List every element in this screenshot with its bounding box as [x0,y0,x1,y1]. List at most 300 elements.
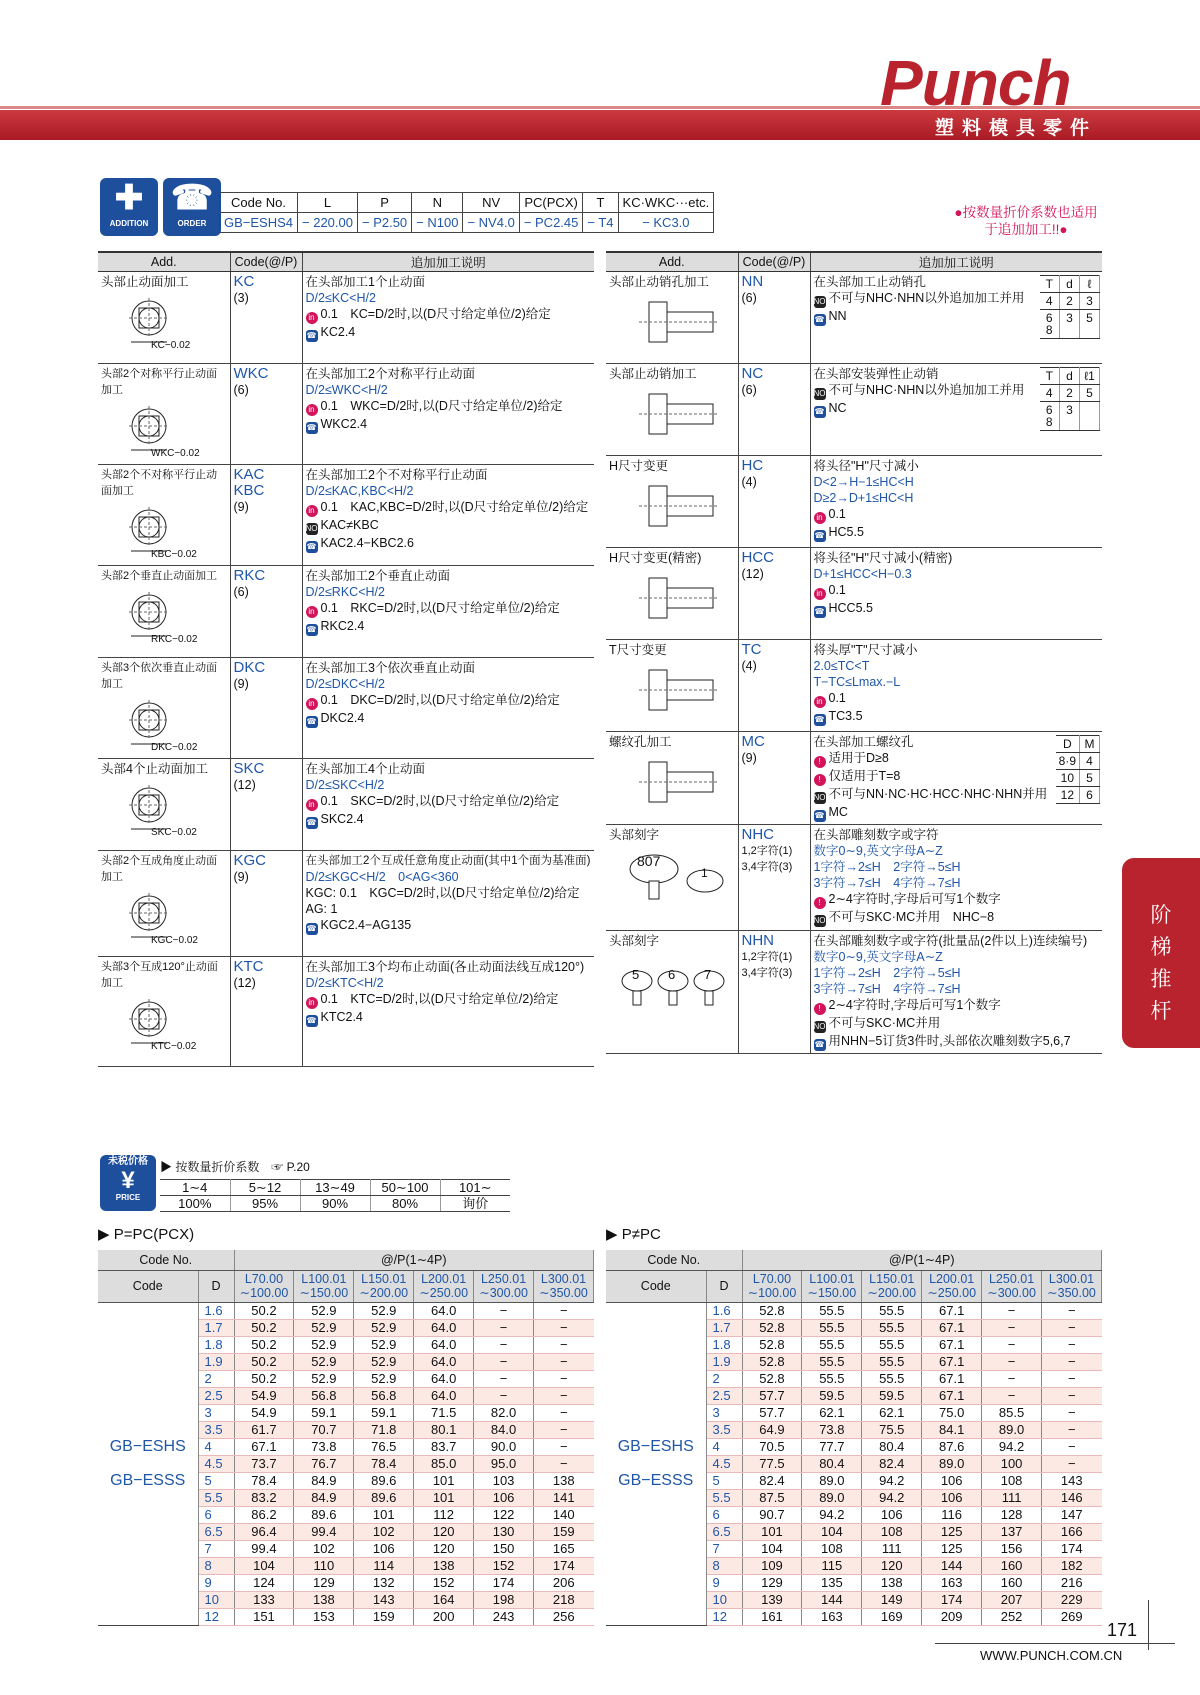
desc-text: 将头径"H"尺寸减小(精密) [813,551,953,565]
price-cell: − [474,1353,534,1370]
diameter: 3 [706,1404,742,1421]
desc-line [814,708,1100,726]
mini-cell: 3 [1060,402,1080,431]
price-cell: 165 [534,1540,594,1557]
price-cell: − [534,1353,594,1370]
desc-text: 用NHN−5订货3件时,头部依次雕刻数字5,6,7 [828,1034,1071,1048]
diameter: 3.5 [706,1421,742,1438]
price-cell: 64.0 [414,1302,474,1319]
mini-header: d [1060,368,1080,385]
desc-text: 在头部雕刻数字或字符 [813,828,939,842]
price-cell: 138 [862,1574,922,1591]
header-length: L150.01 ∼200.00 [354,1270,414,1302]
add-code [230,272,302,364]
diameter: 12 [198,1608,234,1625]
desc-line [306,499,592,517]
desc-text: T−TC≤Lmax.−L [813,675,901,689]
desc-text: 在头部加工4个止动面 [305,762,425,776]
price-cell: 67.1 [922,1336,982,1353]
price-cell: 106 [862,1506,922,1523]
price-cell: 151 [234,1608,294,1625]
diagram-figure [609,294,729,350]
price-cell: 78.4 [234,1472,294,1489]
mini-cell: 2 [1060,385,1080,402]
price-cell: 77.5 [742,1455,802,1472]
desc-line [814,474,1100,490]
price-cell: 84.0 [474,1421,534,1438]
no-icon: NO [305,524,318,533]
price-cell: 216 [1042,1574,1102,1591]
ord-icon: ☎ [306,625,317,634]
desc-text: 0.1 [828,691,846,705]
add-name [98,759,230,851]
add-description [302,272,594,364]
price-cell: 56.8 [354,1387,414,1404]
desc-text: 3字符→7≤H 4字符→7≤H [813,982,961,996]
add-description [810,364,1102,456]
code-header: PC(PCX) [519,193,583,213]
price-cell: 169 [862,1608,922,1625]
desc-line [814,524,1100,542]
price-cell: 89.6 [294,1506,354,1523]
code-value: − N100 [412,213,463,233]
price-cell: 89.0 [802,1472,862,1489]
price-cell: 52.9 [294,1302,354,1319]
add-name [98,957,230,1067]
in-icon: in [306,606,318,618]
price-cell: 140 [534,1506,594,1523]
code-label: NN [741,273,764,290]
code-label: NHC [741,826,774,843]
price-cell: 106 [922,1489,982,1506]
code-label: HC [741,457,764,474]
code-label: KTC [233,958,264,975]
price-cell: 52.9 [354,1319,414,1336]
desc-text: D/2≤RKC<H/2 [305,585,385,599]
ord-icon: ☎ [814,811,825,820]
desc-line [814,550,1100,566]
add-name-text: 头部止动面加工 [101,275,189,289]
mini-cell: 6 [1080,787,1100,804]
price-cell: 85.0 [414,1455,474,1472]
add-name [606,272,738,364]
price-cell: 129 [742,1574,802,1591]
header-add: Add. [98,252,230,272]
desc-text: 1字符→2≤H 2字符→5≤H [813,860,961,874]
code-qty: (6) [233,383,249,397]
price-cell: 120 [414,1540,474,1557]
code-value: GB−ESHS4 [220,213,298,233]
in-icon: in [306,312,318,324]
page-number: 171 [1107,1620,1138,1640]
in-icon: in [306,997,318,1009]
price-cell: 139 [742,1591,802,1608]
diameter: 3 [198,1404,234,1421]
diameter: 2 [706,1370,742,1387]
desc-text: 不可与SKC·MC并用 NHC−8 [828,910,995,924]
diameter: 4 [198,1438,234,1455]
price-cell: 62.1 [802,1404,862,1421]
price-cell: 52.8 [742,1336,802,1353]
desc-text: 0.1 KC=D/2时,以(D尺寸给定单位/2)给定 [320,307,551,321]
price-cell: − [534,1319,594,1336]
desc-text: DKC2.4 [320,711,365,725]
footer-url: WWW.PUNCH.COM.CN [980,1648,1123,1663]
diameter: 4.5 [198,1455,234,1472]
diameter: 1.6 [198,1302,234,1319]
diameter: 5.5 [198,1489,234,1506]
price-cell: 99.4 [294,1523,354,1540]
price-cell: 55.5 [862,1302,922,1319]
price-cell: − [1042,1455,1102,1472]
price-cell: 115 [802,1557,862,1574]
desc-line [814,933,1100,949]
figure-label: KTC−0.02 [151,1041,197,1052]
desc-line [814,600,1100,618]
add-description [810,640,1102,732]
add-name-text: 头部2个互成角度止动面加工 [101,855,218,883]
ord-icon: ☎ [306,423,317,432]
ord-icon: ☎ [306,1016,317,1025]
price-cell: 103 [474,1472,534,1489]
price-cell: 125 [922,1523,982,1540]
ord-icon: ☎ [306,818,317,827]
price-cell: 64.0 [414,1353,474,1370]
header-range: @/P(1∼4P) [742,1250,1102,1270]
header-length: L300.01 ∼350.00 [1042,1270,1102,1302]
mini-cell: 5 [1080,310,1100,339]
code-label: TC [741,641,762,658]
desc-text: KGC: 0.1 KGC=D/2时,以(D尺寸给定单位/2)给定 [305,886,580,900]
code-qty: (6) [741,291,757,305]
price-cell: 144 [922,1557,982,1574]
price-cell: 67.1 [922,1319,982,1336]
diameter: 6 [706,1506,742,1523]
price-cell: 50.2 [234,1319,294,1336]
price-cell: 129 [294,1574,354,1591]
price-cell: 243 [474,1608,534,1625]
add-description [302,658,594,759]
price-cell: 84.1 [922,1421,982,1438]
code-qty: (3) [233,291,249,305]
brand-logo: Punch [880,47,1071,119]
header-d: D [198,1270,234,1302]
price-cell: 252 [982,1608,1042,1625]
price-cell: 96.4 [234,1523,294,1540]
price-cell: 59.1 [294,1404,354,1421]
price-cell: 55.5 [802,1319,862,1336]
ord-icon: ☎ [306,542,317,551]
add-name-text: 头部3个互成120°止动面加工 [101,961,218,989]
price-cell: 64.0 [414,1319,474,1336]
price-cell: 64.0 [414,1370,474,1387]
price-cell: 174 [1042,1540,1102,1557]
price-cell: 209 [922,1608,982,1625]
add-name [606,364,738,456]
code-qty: 1,2字符(1) [741,951,793,963]
header-length: L300.01 ∼350.00 [534,1270,594,1302]
price-cell: 163 [802,1608,862,1625]
price-cell: 52.9 [354,1370,414,1387]
price-cell: 85.5 [982,1404,1042,1421]
discount-qty: 1∼4 [160,1180,230,1196]
addition-icon: ✚ ADDITION [100,178,158,236]
add-name-text: 头部2个对称平行止动面加工 [101,368,218,396]
desc-text: 3字符→7≤H 4字符→7≤H [813,876,961,890]
desc-line [306,274,592,290]
mini-header: D [1056,736,1080,753]
price-cell: 55.5 [862,1370,922,1387]
price-cell: 132 [354,1574,414,1591]
price-cell: 102 [294,1540,354,1557]
price-cell: 67.1 [234,1438,294,1455]
code-header: KC·WKC···etc. [618,193,714,213]
price-cell: 207 [982,1591,1042,1608]
add-name [606,931,738,1054]
code-label: DKC [233,659,266,676]
code-label: NC [741,365,764,382]
add-description [302,851,594,957]
price-cell: 55.5 [802,1353,862,1370]
price-cell: 256 [534,1608,594,1625]
add-code [738,364,810,456]
price-icon: 未税价格 ¥ PRICE [100,1155,156,1211]
ord-icon: ☎ [814,315,825,324]
add-code [230,364,302,465]
price-cell: − [1042,1387,1102,1404]
mini-cell: 6 8 [1040,310,1060,339]
price-cell: 56.8 [294,1387,354,1404]
ord-icon: ☎ [306,924,317,933]
price-cell: 160 [982,1557,1042,1574]
desc-line [306,811,592,829]
desc-line [814,658,1100,674]
add-name-text: 头部3个依次垂直止动面加工 [101,662,218,690]
add-name-text: 头部刻字 [609,934,660,948]
code-qty: (9) [233,500,249,514]
price-cell: 200 [414,1608,474,1625]
add-name-text: 头部2个不对称平行止动面加工 [101,469,218,497]
desc-text: D+1≤HCC<H−0.3 [813,567,912,581]
price-cell: 83.2 [234,1489,294,1506]
diameter: 3.5 [198,1421,234,1438]
desc-line [306,483,592,499]
code-header: P [357,193,411,213]
price-cell: 52.9 [294,1370,354,1387]
price-cell: 108 [862,1523,922,1540]
price-cell: 57.7 [742,1387,802,1404]
no-icon: NO [813,916,826,925]
desc-text: 不可与SKC·MC并用 [828,1016,941,1030]
add-name [606,548,738,640]
desc-text: TC3.5 [828,709,863,723]
diameter: 8 [198,1557,234,1574]
price-cell: 95.0 [474,1455,534,1472]
price-cell: 130 [474,1523,534,1540]
price-cell: 116 [922,1506,982,1523]
diameter: 1.8 [706,1336,742,1353]
add-name-text: 螺纹孔加工 [609,735,672,749]
code-qty: (6) [233,585,249,599]
desc-text: 0.1 SKC=D/2时,以(D尺寸给定单位/2)给定 [320,794,560,808]
mini-cell: 3 [1080,293,1100,310]
desc-text: RKC2.4 [320,619,365,633]
figure-label: KC−0.02 [151,340,191,351]
add-code [738,640,810,732]
ord-icon: ☎ [814,1040,825,1049]
brand-subtitle: 塑料模具零件 [935,118,1098,139]
desc-text: 在头部加工1个止动面 [305,275,425,289]
price-cell: 64.0 [414,1387,474,1404]
price-cell: 52.8 [742,1370,802,1387]
price-cell: − [534,1455,594,1472]
ord-icon: ☎ [306,717,317,726]
mini-header: d [1060,276,1080,293]
desc-line [306,600,592,618]
price-cell: 101 [742,1523,802,1540]
price-cell: 64.9 [742,1421,802,1438]
figure-label: WKC−0.02 [151,448,200,459]
desc-text: D/2≤KAC,KBC<H/2 [305,484,414,498]
code-label: RKC [233,567,266,584]
discount-rate: 询价 [440,1196,510,1212]
price-cell: 101 [414,1489,474,1506]
series-code [606,1302,706,1625]
price-cell: 50.2 [234,1302,294,1319]
in-icon: in [306,698,318,710]
price-cell: − [534,1302,594,1319]
price-cell: 55.5 [862,1319,922,1336]
in-icon: in [306,404,318,416]
code-label: MC [741,733,765,750]
desc-text: KC2.4 [320,325,356,339]
price-cell: 89.0 [982,1421,1042,1438]
price-cell: 133 [234,1591,294,1608]
desc-text: 在头部加工2个对称平行止动面 [305,367,475,381]
desc-text: 不可与NHC·NHN以外追加加工并用 [828,291,1025,305]
price-cell: 90.7 [742,1506,802,1523]
price-cell: 94.2 [982,1438,1042,1455]
diameter: 1.7 [706,1319,742,1336]
add-name-text: 头部4个止动面加工 [101,762,208,776]
price-cell: 108 [802,1540,862,1557]
price-cell: 174 [474,1574,534,1591]
desc-line [814,674,1100,690]
price-cell: 50.2 [234,1370,294,1387]
diameter: 2.5 [706,1387,742,1404]
desc-line [306,869,592,885]
code-qty: (6) [741,383,757,397]
desc-line [306,584,592,600]
mini-header: ℓ1 [1080,368,1100,385]
desc-text: 在头部加工3个依次垂直止动面 [305,661,475,675]
add-name [606,640,738,732]
price-cell: 144 [802,1591,862,1608]
code-qty: (12) [233,976,256,990]
mini-header: M [1080,736,1100,753]
desc-text: WKC2.4 [320,417,368,431]
desc-text: NC [828,401,847,415]
in-icon: in [306,799,318,811]
price-cell: 73.8 [294,1438,354,1455]
code-label: KAC [233,466,265,483]
header-length: L70.00 ∼100.00 [234,1270,294,1302]
add-name-text: H尺寸变更(精密) [609,551,702,565]
desc-text: KGC2.4−AG135 [320,918,412,932]
mini-cell: 5 [1080,385,1100,402]
code-value: − NV4.0 [463,213,519,233]
price-cell: 55.5 [862,1336,922,1353]
price-cell: 75.5 [862,1421,922,1438]
price-cell: 52.8 [742,1302,802,1319]
price-cell: 112 [414,1506,474,1523]
diagram-figure [609,754,729,810]
price-cell: 76.7 [294,1455,354,1472]
in-icon: in [814,588,826,600]
desc-text: 在头部加工2个互成任意角度止动面(其中1个面为基准面) [305,855,591,867]
diameter: 8 [706,1557,742,1574]
price-cell: 52.9 [294,1336,354,1353]
price-cell: 67.1 [922,1387,982,1404]
price-cell: 89.6 [354,1489,414,1506]
price-cell: 106 [354,1540,414,1557]
add-description [810,456,1102,548]
desc-text: KTC2.4 [320,1010,363,1024]
desc-text: 将头径"H"尺寸减小 [813,459,919,473]
price-cell: − [1042,1336,1102,1353]
desc-text: D/2≤DKC<H/2 [305,677,385,691]
diameter: 5.5 [706,1489,742,1506]
desc-line [814,997,1100,1015]
price-cell: 55.5 [802,1370,862,1387]
price-cell: 153 [294,1608,354,1625]
desc-text: 不可与NN·NC·HC·HCC·NHC·NHN并用 [828,787,1048,801]
price-cell: − [982,1302,1042,1319]
price-cell: 120 [862,1557,922,1574]
price-cell: 50.2 [234,1353,294,1370]
add-code [738,825,810,931]
price-cell: − [534,1404,594,1421]
add-description [302,465,594,566]
series-code-2: GB−ESSS [618,1471,694,1489]
no-icon: NO [813,1022,826,1031]
price-cell: 152 [474,1557,534,1574]
code-value: − PC2.45 [519,213,583,233]
price-cell: 94.2 [862,1472,922,1489]
diagram-figure [609,662,729,718]
price-cell: 120 [414,1523,474,1540]
price-cell: − [534,1336,594,1353]
mini-header: T [1040,276,1060,293]
price-cell: 52.9 [354,1302,414,1319]
price-cell: 87.6 [922,1438,982,1455]
in-icon: in [814,512,826,524]
price-cell: 55.5 [802,1302,862,1319]
no-icon: NO [813,793,826,802]
price-cell: 52.8 [742,1319,802,1336]
desc-text: 数字0∼9,英文字母A∼Z [813,950,943,964]
in-icon: in [814,696,826,708]
add-description [302,957,594,1067]
desc-line [814,1033,1100,1051]
discount-rate: 80% [370,1196,440,1212]
desc-text: 2.0≤TC<T [813,659,870,673]
desc-line [306,676,592,692]
price-cell: 104 [742,1540,802,1557]
code-label: SKC [233,760,265,777]
desc-line [814,458,1100,474]
price-cell: 52.9 [294,1353,354,1370]
